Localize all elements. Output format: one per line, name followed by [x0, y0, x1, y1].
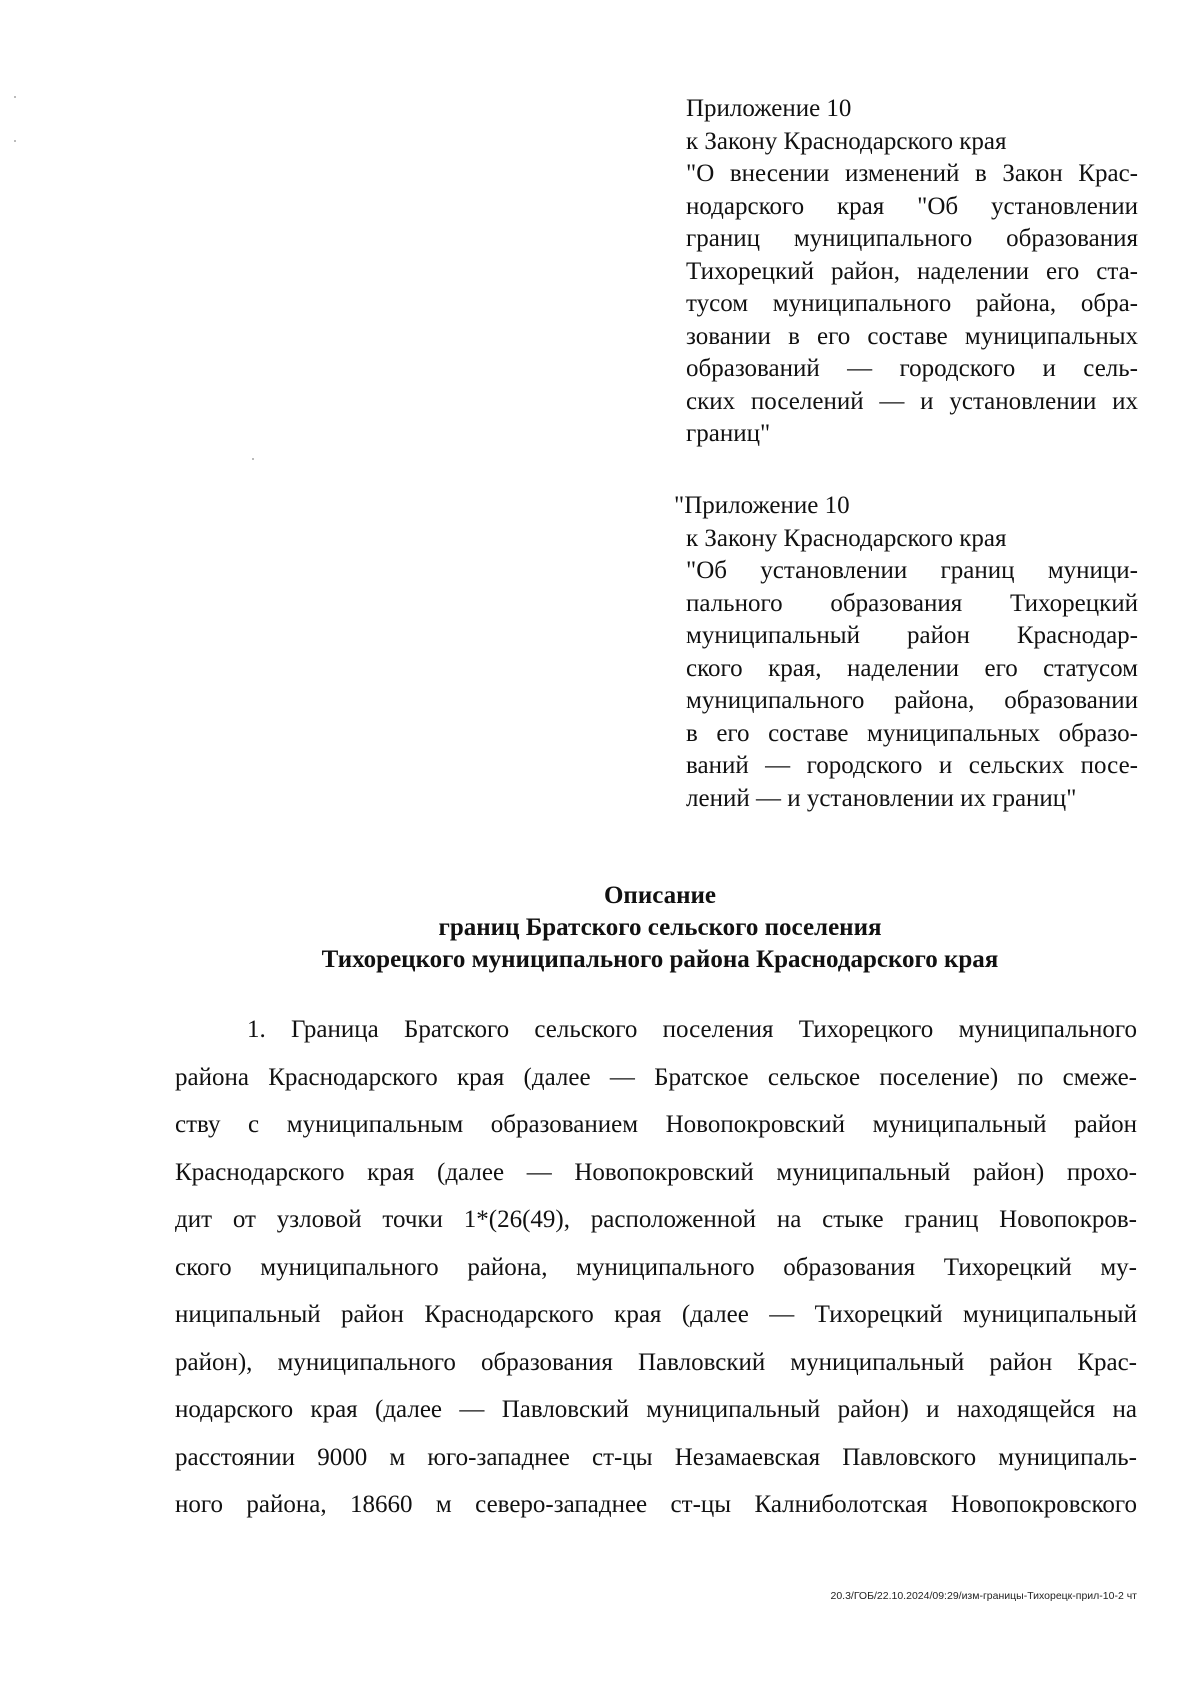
- body-line: ниципальный район Краснодарского края (далее — Тихорецкий муниципальный: [175, 1301, 1137, 1328]
- body-line: ского муниципального района, муниципального образования Тихорецкий му-: [175, 1253, 1137, 1281]
- appendix-line: к Закону Краснодарского края: [686, 524, 1007, 552]
- appendix-line: Тихорецкий район, наделении его ста-: [686, 257, 1138, 285]
- body-line: Краснодарского края (далее — Новопокровский муниципальный район) прохо-: [175, 1158, 1137, 1186]
- appendix-line: пального образования Тихорецкий: [686, 589, 1138, 617]
- appendix-line: ских поселений — и установлении их: [686, 387, 1138, 415]
- scan-artifact: [252, 458, 254, 460]
- appendix-line: к Закону Краснодарского края: [686, 127, 1007, 155]
- heading-title: Описание: [603, 882, 717, 909]
- document-body: [175, 1006, 1137, 1529]
- appendix-line: муниципального района, образовании: [686, 687, 1138, 714]
- appendix-line: ского края, наделении его статусом: [686, 654, 1138, 682]
- appendix-original-header: [674, 490, 1138, 815]
- body-line: ного района, 18660 м северо-западнее ст-цы Калниболотская Новопокровского: [175, 1491, 1137, 1518]
- appendix-line: "О внесении изменений в Закон Крас-: [686, 160, 1138, 187]
- body-line: ству с муниципальным образованием Новопокровский муниципальный район: [175, 1111, 1137, 1138]
- heading-subtitle: границ Братского сельского поселения: [438, 914, 882, 941]
- body-line: 1. Граница Братского сельского поселения Тихорецкого муниципального: [247, 1016, 1137, 1043]
- scan-artifact: [14, 140, 16, 142]
- appendix-line: тусом муниципального района, обра-: [686, 290, 1138, 317]
- appendix-line: муниципальный район Краснодар-: [686, 622, 1138, 649]
- appendix-line: зовании в его составе муниципальных: [686, 322, 1138, 350]
- body-line: дит от узловой точки 1*(26(49), расположенной на стыке границ Новопокров-: [175, 1206, 1137, 1233]
- appendix-line: в его составе муниципальных образо-: [686, 719, 1138, 747]
- footer-file-code: 20.3/ГОБ/22.10.2024/09:29/изм-границы-Тихорецк-прил-10-2 чт: [830, 1590, 1137, 1602]
- heading-subtitle: Тихорецкого муниципального района Краснодарского края: [321, 946, 999, 973]
- appendix-line: "Приложение 10: [674, 492, 850, 519]
- appendix-line: нодарского края "Об установлении: [686, 192, 1138, 220]
- document-heading: [160, 880, 1160, 976]
- appendix-line: Приложение 10: [686, 95, 852, 122]
- body-line: нодарского края (далее — Павловский муниципальный район) и находящейся на: [175, 1396, 1137, 1423]
- appendix-line: "Об установлении границ муници-: [686, 557, 1138, 584]
- appendix-line: образований — городского и сель-: [686, 355, 1138, 382]
- body-line: района Краснодарского края (далее — Братское сельское поселение) по смеже-: [175, 1063, 1137, 1091]
- appendix-amendment-header: [686, 93, 1138, 451]
- body-line: расстоянии 9000 м юго-западнее ст-цы Незамаевская Павловского муниципаль-: [175, 1443, 1137, 1471]
- appendix-line: лений — и установлении их границ": [686, 784, 1077, 812]
- appendix-line: границ": [686, 420, 771, 447]
- appendix-line: ваний — городского и сельских посе-: [686, 752, 1138, 779]
- appendix-line: границ муниципального образования: [686, 225, 1138, 252]
- body-line: район), муниципального образования Павловский муниципальный район Крас-: [175, 1348, 1137, 1376]
- scan-artifact: [14, 96, 16, 98]
